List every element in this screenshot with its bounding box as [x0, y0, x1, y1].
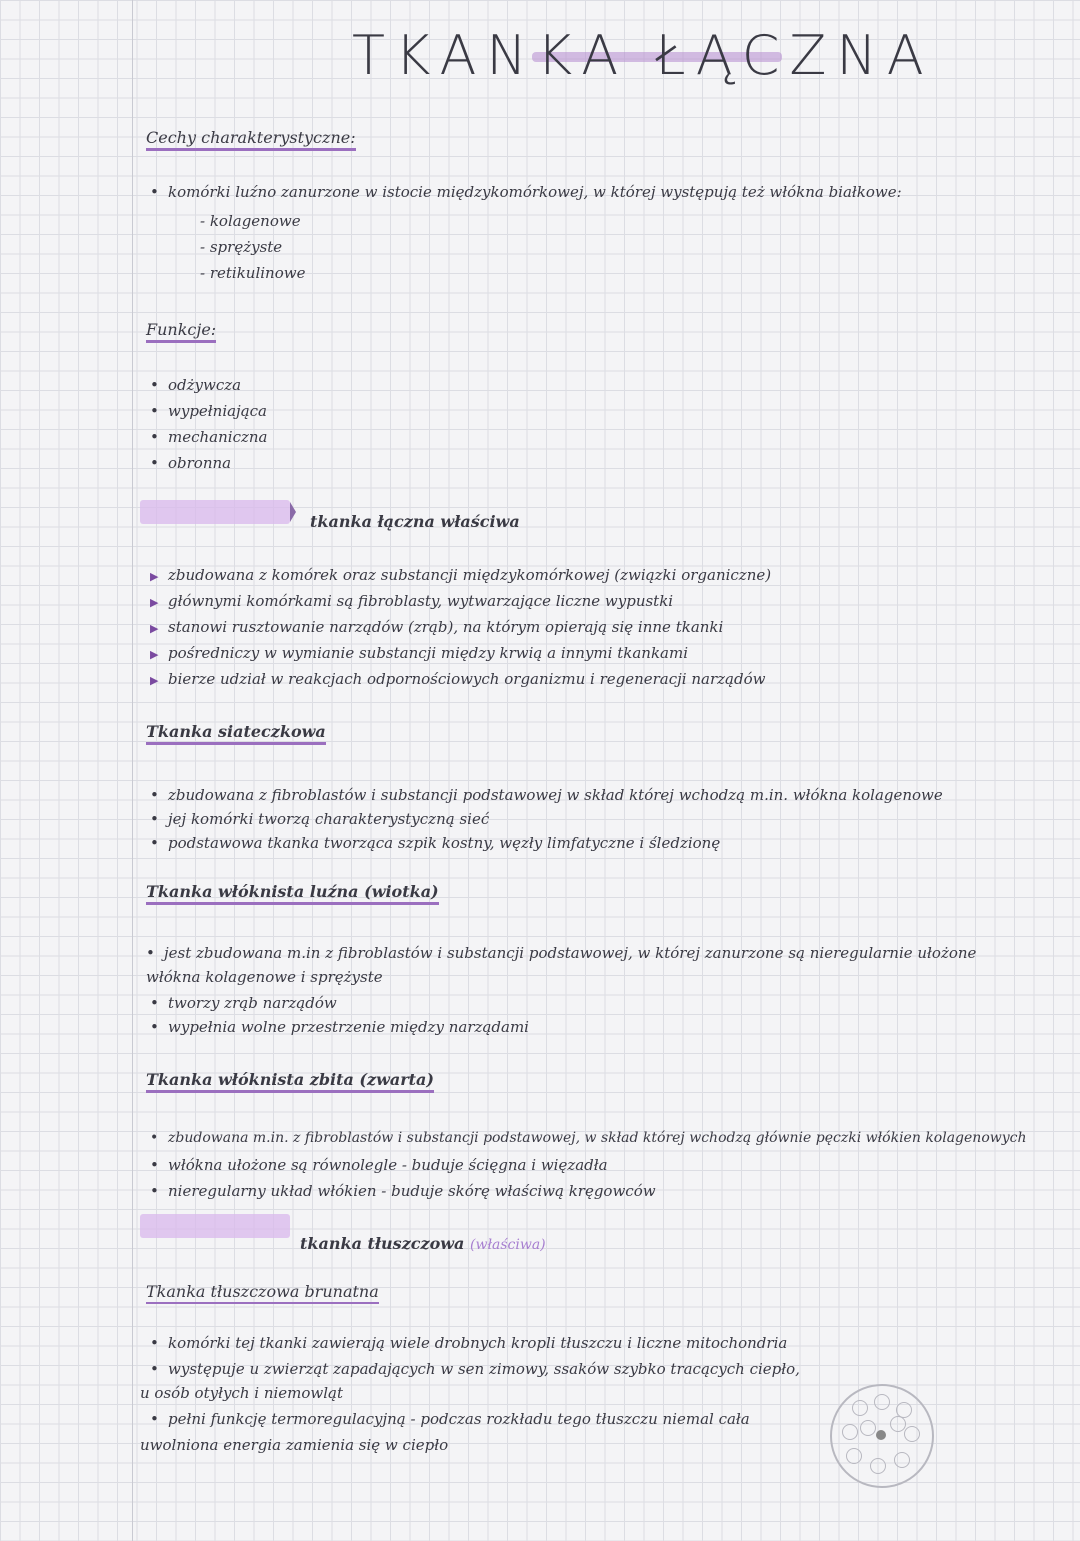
proper-text: głównymi komórkami są fibroblasty, wytwarzające liczne wypustki	[168, 592, 674, 610]
features-text: komórki luźno zanurzone w istocie międzykomórkowej, w której występują też włókna białkowe:	[168, 183, 902, 201]
fat-droplet	[894, 1452, 910, 1468]
reticular-text: podstawowa tkanka tworząca szpik kostny, węzły limfatyczne i śledzionę	[168, 834, 721, 852]
fat-droplet	[852, 1400, 868, 1416]
section-band	[140, 1214, 290, 1238]
fiber-label: retikulinowe	[209, 264, 306, 282]
fiber-item: - sprężyste	[200, 238, 283, 256]
adipose-banner-note: (właściwa)	[470, 1237, 546, 1253]
loose-item-text: wypełnia wolne przestrzenie między narządami	[168, 1018, 529, 1036]
adipose-line: u osób otyłych i niemowląt	[140, 1384, 344, 1402]
loose-item-text: tworzy zrąb narządów	[168, 994, 337, 1012]
dense-text: zbudowana m.in. z fibroblastów i substancji podstawowej, w skład której wchodzą głównie pęczki włókien kolagenowych	[168, 1130, 1027, 1146]
proper-item: ▶ głównymi komórkami są fibroblasty, wytwarzające liczne wypustki	[150, 592, 674, 610]
dense-text: włókna ułożone są równolegle - buduje ścięgna i więzadła	[168, 1156, 608, 1174]
fiber-label: sprężyste	[209, 238, 283, 256]
function-item: • odżywcza	[150, 376, 242, 394]
function-item: • mechaniczna	[150, 428, 268, 446]
loose-line-2: włókna kolagenowe i sprężyste	[146, 968, 383, 986]
dense-item: • nieregularny układ włókien - buduje skórę właściwą kręgowców	[150, 1182, 656, 1200]
fiber-label: kolagenowe	[209, 212, 301, 230]
reticular-text: zbudowana z fibroblastów i substancji podstawowej w skład której wchodzą m.in. włókna kolagenowe	[168, 786, 943, 804]
adipose-text: pełni funkcję termoregulacyjną - podczas rozkładu tego tłuszczu niemal cała	[168, 1410, 750, 1428]
features-heading: Cechy charakterystyczne:	[146, 128, 356, 151]
proper-item: ▶ stanowi rusztowanie narządów (zrąb), na którym opierają się inne tkanki	[150, 618, 724, 636]
loose-item: • tworzy zrąb narządów	[150, 994, 337, 1012]
reticular-item: • podstawowa tkanka tworząca szpik kostny, węzły limfatyczne i śledzionę	[150, 834, 721, 852]
function-label: odżywcza	[168, 376, 242, 394]
loose-line: • jest zbudowana m.in z fibroblastów i substancji podstawowej, w której zanurzone są nieregularnie ułożone	[146, 944, 977, 962]
notebook-margin-line	[132, 0, 133, 1541]
function-item: • wypełniająca	[150, 402, 267, 420]
proper-text: bierze udział w reakcjach odpornościowych organizmu i regeneracji narządów	[168, 670, 766, 688]
dense-item: • zbudowana m.in. z fibroblastów i substancji podstawowej, w skład której wchodzą głównie pęczki włókien kolagenowych	[150, 1130, 1027, 1146]
reticular-heading: Tkanka siateczkowa	[146, 722, 326, 745]
fat-droplet	[846, 1448, 862, 1464]
fat-droplet	[870, 1458, 886, 1474]
page-title: TKANKA ŁĄCZNA	[352, 24, 934, 87]
proper-text: zbudowana z komórek oraz substancji międzykomórkowej (związki organiczne)	[168, 566, 772, 584]
cell-nucleus	[876, 1430, 886, 1440]
proper-text: stanowi rusztowanie narządów (zrąb), na którym opierają się inne tkanki	[168, 618, 724, 636]
adipose-item: • pełni funkcję termoregulacyjną - podczas rozkładu tego tłuszczu niemal cała	[150, 1410, 750, 1428]
loose-item: • wypełnia wolne przestrzenie między narządami	[150, 1018, 529, 1036]
brown-fat-cell-drawing	[830, 1384, 934, 1488]
fiber-item: - kolagenowe	[200, 212, 301, 230]
proper-text: pośredniczy w wymianie substancji między krwią a innymi tkankami	[168, 644, 688, 662]
reticular-text: jej komórki tworzą charakterystyczną sieć	[168, 810, 490, 828]
section-band	[140, 500, 290, 524]
function-label: wypełniająca	[168, 402, 267, 420]
loose-heading: Tkanka włóknista luźna (wiotka)	[146, 882, 439, 905]
fat-droplet	[860, 1420, 876, 1436]
function-label: mechaniczna	[168, 428, 268, 446]
proper-item: ▶ zbudowana z komórek oraz substancji międzykomórkowej (związki organiczne)	[150, 566, 772, 584]
dense-heading: Tkanka włóknista zbita (zwarta)	[146, 1070, 434, 1093]
proper-banner: tkanka łączna właściwa	[310, 512, 520, 531]
function-label: obronna	[168, 454, 232, 472]
fiber-item: - retikulinowe	[200, 264, 306, 282]
banner-pointer	[290, 502, 296, 522]
function-item: • obronna	[150, 454, 232, 472]
functions-heading: Funkcje:	[146, 320, 216, 343]
adipose-text: występuje u zwierząt zapadających w sen zimowy, ssaków szybko tracących ciepło,	[168, 1360, 800, 1378]
adipose-line: uwolniona energia zamienia się w ciepło	[140, 1436, 449, 1454]
loose-text: jest zbudowana m.in z fibroblastów i substancji podstawowej, w której zanurzone są nieregularnie ułożone	[164, 944, 977, 962]
adipose-item: • występuje u zwierząt zapadających w sen zimowy, ssaków szybko tracących ciepło,	[150, 1360, 800, 1378]
fat-droplet	[874, 1394, 890, 1410]
proper-item: ▶ pośredniczy w wymianie substancji między krwią a innymi tkankami	[150, 644, 688, 662]
proper-item: ▶ bierze udział w reakcjach odpornościowych organizmu i regeneracji narządów	[150, 670, 766, 688]
dense-text: nieregularny układ włókien - buduje skórę właściwą kręgowców	[168, 1182, 656, 1200]
adipose-banner-main: tkanka tłuszczowa	[300, 1234, 465, 1253]
features-line: • komórki luźno zanurzone w istocie międzykomórkowej, w której występują też włókna białkowe:	[150, 183, 902, 201]
adipose-heading: Tkanka tłuszczowa brunatna	[146, 1282, 379, 1304]
adipose-banner	[300, 1234, 546, 1253]
reticular-item: • jej komórki tworzą charakterystyczną sieć	[150, 810, 490, 828]
dense-item: • włókna ułożone są równolegle - buduje ścięgna i więzadła	[150, 1156, 608, 1174]
fat-droplet	[890, 1416, 906, 1432]
fat-droplet	[904, 1426, 920, 1442]
adipose-item: • komórki tej tkanki zawierają wiele drobnych kropli tłuszczu i liczne mitochondria	[150, 1334, 788, 1352]
adipose-text: komórki tej tkanki zawierają wiele drobnych kropli tłuszczu i liczne mitochondria	[168, 1334, 788, 1352]
reticular-item: • zbudowana z fibroblastów i substancji podstawowej w skład której wchodzą m.in. włókna kolagenowe	[150, 786, 943, 804]
fat-droplet	[842, 1424, 858, 1440]
